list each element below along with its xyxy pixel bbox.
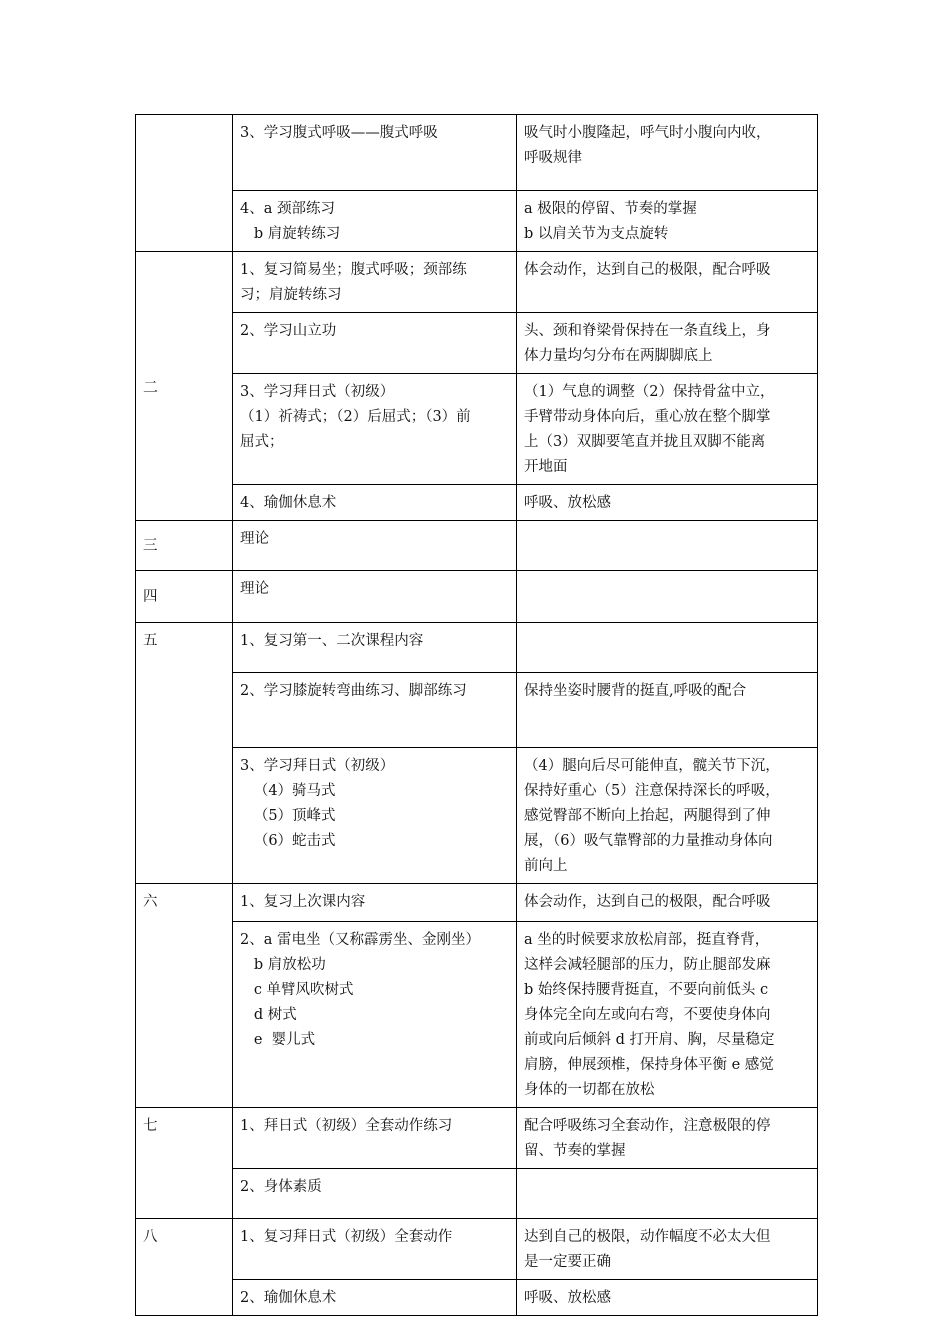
content-line: b 肩放松功	[240, 957, 326, 973]
course-plan-body	[136, 115, 818, 1316]
notes-line: 上（3）双脚要笔直并拢且双脚不能离	[524, 434, 766, 450]
content-cell	[233, 1169, 517, 1219]
table-row	[136, 1219, 818, 1280]
week-cell	[136, 115, 233, 252]
content-line: （6）蛇击式	[240, 833, 336, 849]
notes-line: （1）气息的调整（2）保持骨盆中立，	[524, 384, 775, 400]
content-line: 3、学习拜日式（初级）	[240, 384, 395, 400]
notes-cell	[517, 673, 818, 748]
notes-line: 头、颈和脊梁骨保持在一条直线上，身	[524, 323, 771, 339]
notes-line: 手臂带动身体向后，重心放在整个脚掌	[524, 409, 771, 425]
notes-cell	[517, 1108, 818, 1169]
notes-line: 开地面	[524, 459, 568, 475]
notes-cell	[517, 623, 818, 673]
notes-cell	[517, 374, 818, 485]
content-cell	[233, 115, 517, 191]
content-line: 2、学习膝旋转弯曲练习、脚部练习	[240, 683, 467, 699]
week-cell: 五	[136, 623, 233, 884]
week-cell: 八	[136, 1219, 233, 1316]
content-cell	[233, 623, 517, 673]
table-row	[136, 115, 818, 191]
notes-line: a 坐的时候要求放松肩部，挺直脊背，	[524, 932, 770, 948]
content-line: 1、拜日式（初级）全套动作练习	[240, 1118, 453, 1134]
content-line: b 肩旋转练习	[240, 226, 341, 242]
content-line: （1）祈祷式；（2）后屈式；（3）前	[240, 409, 471, 425]
content-cell	[233, 571, 517, 623]
notes-cell	[517, 748, 818, 884]
content-cell	[233, 1108, 517, 1169]
content-cell	[233, 521, 517, 571]
content-line: 2、瑜伽休息术	[240, 1290, 337, 1306]
content-line: 2、学习山立功	[240, 323, 337, 339]
table-row	[136, 374, 818, 485]
content-cell	[233, 1280, 517, 1316]
content-cell	[233, 748, 517, 884]
content-line: 理论	[240, 581, 269, 597]
content-line: e 婴儿式	[240, 1032, 316, 1048]
notes-line: 前向上	[524, 858, 568, 874]
notes-cell	[517, 521, 818, 571]
notes-line: b 始终保持腰背挺直，不要向前低头 c	[524, 982, 769, 998]
content-line: 1、复习简易坐；腹式呼吸；颈部练	[240, 262, 467, 278]
content-line: 2、身体素质	[240, 1179, 322, 1195]
table-row	[136, 922, 818, 1108]
notes-line: 身体的一切都在放松	[524, 1082, 655, 1098]
notes-line: 保持好重心（5）注意保持深长的呼吸，	[524, 783, 780, 799]
content-cell	[233, 485, 517, 521]
content-line: 1、复习上次课内容	[240, 894, 366, 910]
table-row	[136, 1280, 818, 1316]
table-row	[136, 884, 818, 922]
notes-line: 身体完全向左或向右弯，不要使身体向	[524, 1007, 771, 1023]
content-cell	[233, 252, 517, 313]
week-cell: 二	[136, 252, 233, 521]
content-line: c 单臂风吹树式	[240, 982, 354, 998]
content-line: d 树式	[240, 1007, 297, 1023]
notes-line: 是一定要正确	[524, 1254, 611, 1270]
week-cell: 三	[136, 521, 233, 571]
notes-line: 吸气时小腹隆起，呼气时小腹向内收，	[524, 125, 771, 141]
notes-cell	[517, 571, 818, 623]
week-cell: 六	[136, 884, 233, 1108]
content-line: 4、瑜伽休息术	[240, 495, 337, 511]
notes-line: 感觉臀部不断向上抬起，两腿得到了伸	[524, 808, 771, 824]
notes-line: 体力量均匀分布在两脚脚底上	[524, 348, 713, 364]
notes-line: a 极限的停留、节奏的掌握	[524, 201, 697, 217]
content-cell	[233, 191, 517, 252]
content-cell	[233, 1219, 517, 1280]
content-line: 习；肩旋转练习	[240, 287, 342, 303]
content-line: 1、复习拜日式（初级）全套动作	[240, 1229, 453, 1245]
content-line: 2、a 雷电坐（又称霹雳坐、金刚坐）	[240, 932, 480, 948]
content-line: 4、a 颈部练习	[240, 201, 335, 217]
notes-line: 保持坐姿时腰背的挺直,呼吸的配合	[524, 683, 747, 699]
content-cell	[233, 922, 517, 1108]
notes-cell	[517, 485, 818, 521]
content-cell	[233, 673, 517, 748]
notes-line: 呼吸、放松感	[524, 1290, 611, 1306]
week-cell: 四	[136, 571, 233, 623]
content-line: （4）骑马式	[240, 783, 336, 799]
notes-line: 配合呼吸练习全套动作，注意极限的停	[524, 1118, 771, 1134]
notes-line: 展，（6）吸气靠臀部的力量推动身体向	[524, 833, 773, 849]
notes-cell	[517, 922, 818, 1108]
course-plan-table	[135, 114, 818, 1316]
notes-line: 达到自己的极限，动作幅度不必太大但	[524, 1229, 771, 1245]
table-row	[136, 571, 818, 623]
notes-cell	[517, 1219, 818, 1280]
table-row	[136, 191, 818, 252]
notes-line: 呼吸规律	[524, 150, 582, 166]
content-line: 3、学习拜日式（初级）	[240, 758, 395, 774]
notes-cell	[517, 1280, 818, 1316]
notes-cell	[517, 1169, 818, 1219]
notes-cell	[517, 115, 818, 191]
table-row	[136, 313, 818, 374]
table-row	[136, 521, 818, 571]
week-cell: 七	[136, 1108, 233, 1219]
notes-line: 体会动作，达到自己的极限，配合呼吸	[524, 894, 771, 910]
notes-line: 前或向后倾斜 d 打开肩、胸，尽量稳定	[524, 1032, 775, 1048]
content-cell	[233, 374, 517, 485]
notes-cell	[517, 252, 818, 313]
table-row	[136, 673, 818, 748]
notes-cell	[517, 884, 818, 922]
notes-line: 留、节奏的掌握	[524, 1143, 626, 1159]
notes-line: 肩膀，伸展颈椎，保持身体平衡 e 感觉	[524, 1057, 774, 1073]
notes-cell	[517, 191, 818, 252]
content-line: 理论	[240, 531, 269, 547]
content-line: 1、复习第一、二次课程内容	[240, 633, 424, 649]
notes-line: 呼吸、放松感	[524, 495, 611, 511]
content-line: （5）顶峰式	[240, 808, 336, 824]
notes-line: （4）腿向后尽可能伸直，髋关节下沉，	[524, 758, 780, 774]
content-line: 3、学习腹式呼吸——腹式呼吸	[240, 125, 438, 141]
table-row	[136, 1169, 818, 1219]
table-row	[136, 1108, 818, 1169]
table-row	[136, 748, 818, 884]
notes-line: b 以肩关节为支点旋转	[524, 226, 669, 242]
table-row	[136, 623, 818, 673]
content-cell	[233, 313, 517, 374]
table-row	[136, 485, 818, 521]
content-cell	[233, 884, 517, 922]
notes-line: 这样会减轻腿部的压力，防止腿部发麻	[524, 957, 771, 973]
table-row	[136, 252, 818, 313]
notes-line: 体会动作，达到自己的极限，配合呼吸	[524, 262, 771, 278]
content-line: 屈式；	[240, 434, 284, 450]
notes-cell	[517, 313, 818, 374]
